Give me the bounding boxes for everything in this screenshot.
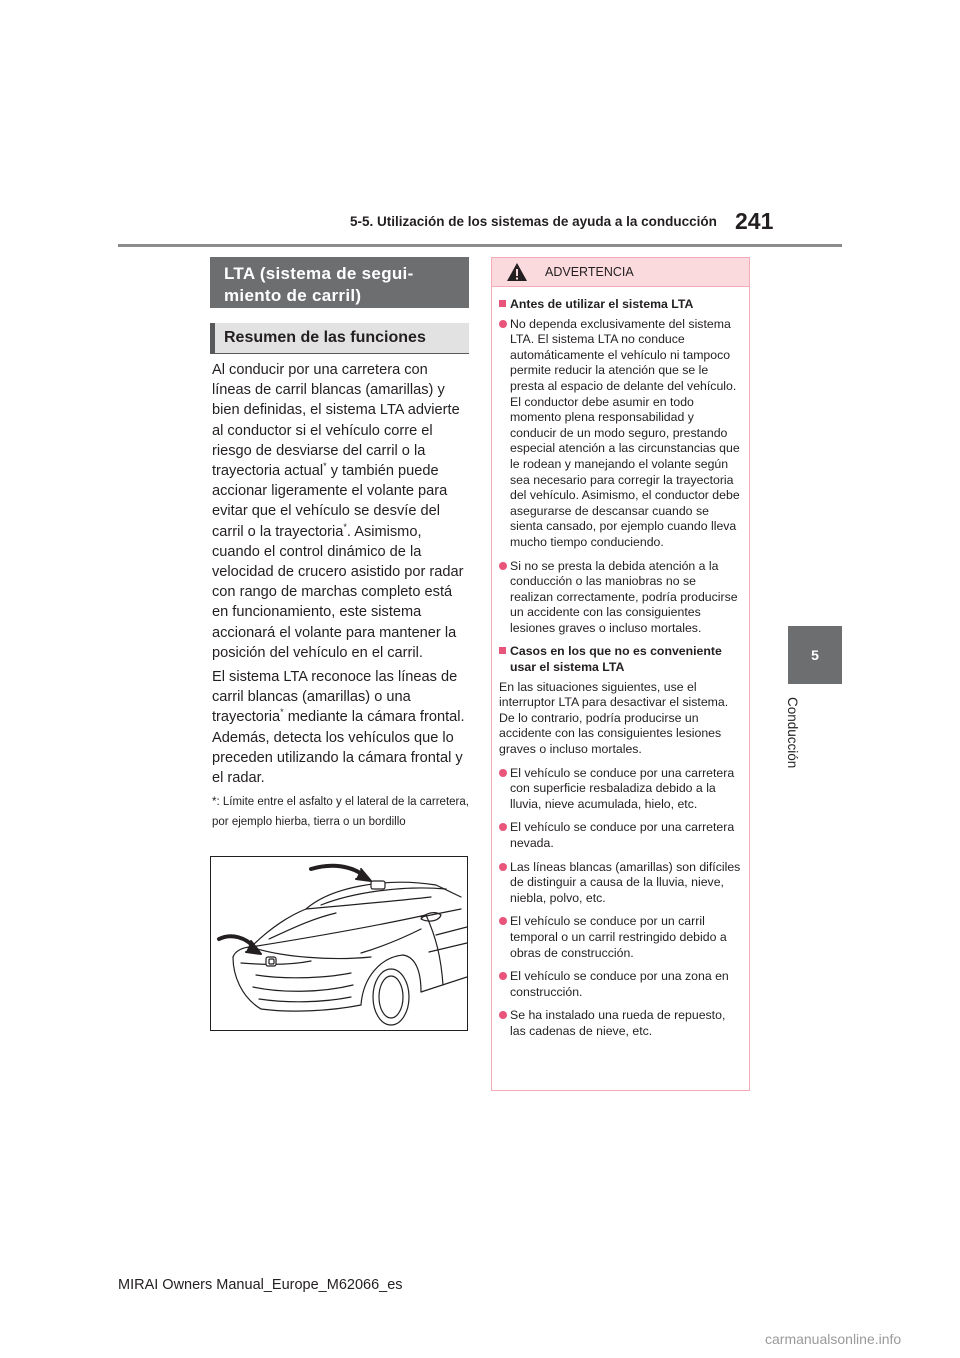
header-divider [118,244,842,247]
square-bullet-icon [499,647,506,654]
round-bullet-icon [499,1011,507,1019]
warning-item: El vehículo se conduce por una carretera con superficie resbaladiza debido a la lluvia, nieve acumulada, hielo, etc. [499,766,742,813]
square-bullet-icon [499,300,506,307]
footnote [212,792,470,832]
warning-box [491,257,750,1091]
warning-body [492,287,749,1040]
footnote-ref: * [280,707,284,718]
chapter-number: 5 [811,647,819,663]
warning-item: El vehículo se conduce por un carril temporal o un carril restringido debido a obras de construcción. [499,914,742,961]
round-bullet-icon [499,823,507,831]
warning-item: El vehículo se conduce por una zona en construcción. [499,969,742,1000]
warning-paragraph: En las situaciones siguientes, use el interruptor LTA para desactivar el sistema. De lo contrario, podría producirse un accidente con las consiguientes lesiones graves o incluso mortales. [499,679,729,757]
car-drawing [211,857,467,1030]
warning-item: Se ha instalado una rueda de repuesto, las cadenas de nieve, etc. [499,1008,742,1039]
page-number: 241 [735,208,774,234]
round-bullet-icon [499,972,507,980]
body-text [212,360,470,836]
round-bullet-icon [499,562,507,570]
chapter-tab[interactable] [788,626,842,684]
round-bullet-icon [499,863,507,871]
warning-header [492,258,749,287]
round-bullet-icon [499,320,507,328]
section-title-line2: miento de carril) [224,286,362,305]
chapter-label [786,697,804,777]
footnote-mark: *: [212,796,220,809]
manual-title: MIRAI Owners Manual_Europe_M62066_es [118,1277,403,1293]
warning-heading: Casos en los que no es conveniente usar el sistema LTA [499,644,742,675]
round-bullet-icon [499,769,507,777]
warning-icon [506,262,528,282]
running-header: 5-5. Utilización de los sistemas de ayuda a la conducción [350,214,717,229]
chapter-label-text: Conducción [785,697,800,769]
paragraph-2: El sistema LTA reconoce las líneas de carril blancas (amarillas) o una trayectoria* mediante la cámara frontal. Además, detecta los vehículos que lo preceden utilizando la cámara frontal y el radar. [212,669,465,787]
section-title [210,257,469,308]
warning-item: El vehículo se conduce por una carretera nevada. [499,820,742,851]
warning-item: No dependa exclusivamente del sistema LTA. El sistema LTA no conduce automáticamente el vehículo ni tampoco permite reducir la atención que se le presta al espacio de delante del vehículo. El conductor debe asumir en todo momento plena responsabilidad y conducir de un modo seguro, prestando especial atención a las circunstancias que le rodean y manejando el volante según sea necesario para corregir la trayectoria del vehículo. Asimismo, el conductor debe asegurarse de descansar cuando se sienta cansado, por ejemplo cuando lleva mucho tiempo conduciendo. [499,317,742,551]
section-title-line1: LTA (sistema de segui- [224,264,414,283]
warning-heading: Antes de utilizar el sistema LTA [499,297,742,313]
paragraph-1: Al conducir por una carretera con líneas de carril blancas (amarillas) y bien definidas, el sistema LTA advierte al conductor si el vehículo corre el riesgo de desviarse del carril o la trayectoria actual* y también puede accionar ligeramente el volante para evitar que el vehículo se desvíe del carril o la trayectoria*. Asimismo, cuando el control dinámico de la velocidad de crucero asistido por radar con rango de marchas completo está en funcionamiento, este sistema accionará el volante para mantener la posición del vehículo en el carril. [212,362,464,661]
watermark: carmanualsonline.info [765,1331,902,1347]
warning-title: ADVERTENCIA [545,265,634,279]
car-illustration [210,856,468,1031]
footnote-text: Límite entre el asfalto y el lateral de la carretera, por ejemplo hierba, tierra o un bordillo [212,796,469,829]
warning-item: Las líneas blancas (amarillas) son difíciles de distinguir a causa de la lluvia, nieve, niebla, polvo, etc. [499,860,742,907]
warning-item: Si no se presta la debida atención a la conducción o las maniobras no se realizan correctamente, podría producirse un accidente con las consiguientes lesiones graves o incluso mortales. [499,559,742,637]
footnote-ref: * [343,521,347,532]
footnote-ref: * [323,461,327,472]
round-bullet-icon [499,917,507,925]
subsection-title: Resumen de las funciones [210,323,469,354]
